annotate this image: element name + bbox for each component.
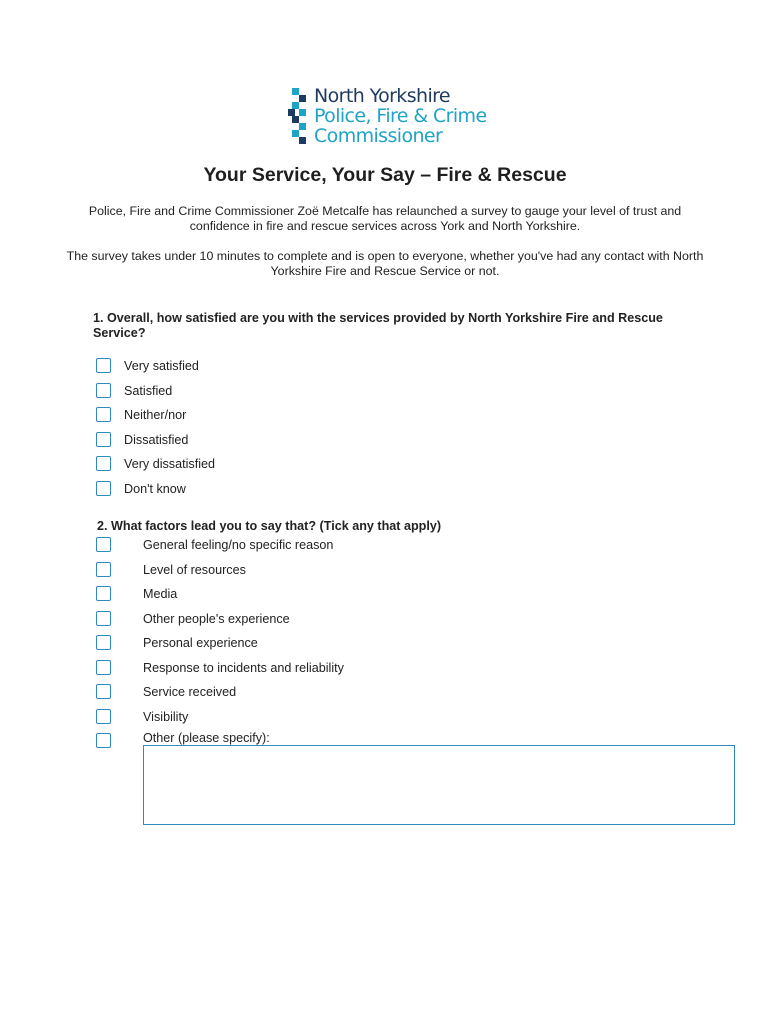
option-label: Service received	[143, 685, 237, 699]
logo-line-2: Police, Fire & Crime	[314, 105, 487, 127]
checkbox[interactable]	[96, 432, 111, 447]
option-label: Other people's experience	[143, 612, 290, 626]
option-label: Level of resources	[143, 563, 246, 577]
intro-paragraph-1: Police, Fire and Crime Commissioner Zoë Metcalfe has relaunched a survey to gauge your level of trust and confidence in fire and rescue services across York and North Yorkshire.	[88, 204, 682, 233]
pfcc-logo	[288, 86, 488, 146]
option-label: Response to incidents and reliability	[143, 661, 344, 675]
checkbox[interactable]	[96, 456, 111, 471]
checkbox[interactable]	[96, 684, 111, 699]
checkbox[interactable]	[96, 733, 111, 748]
intro-paragraph-2: The survey takes under 10 minutes to complete and is open to everyone, whether you've had any contact with North Yorkshire Fire and Rescue Service or not.	[66, 249, 704, 278]
option-label: Personal experience	[143, 636, 258, 650]
logo-line-1: North Yorkshire	[314, 85, 451, 107]
option-label: Very satisfied	[124, 359, 199, 373]
checkbox[interactable]	[96, 611, 111, 626]
option-label: Visibility	[143, 710, 189, 724]
checkbox[interactable]	[96, 586, 111, 601]
option-label: Media	[143, 587, 178, 601]
option-label: Very dissatisfied	[124, 457, 215, 471]
option-label: Satisfied	[124, 384, 173, 398]
option-label: Neither/nor	[124, 408, 187, 422]
option-label: Don't know	[124, 482, 186, 496]
checkbox[interactable]	[96, 537, 111, 552]
checkbox[interactable]	[96, 407, 111, 422]
question-2-title: 2. What factors lead you to say that? (Tick any that apply)	[97, 519, 442, 533]
option-label: Dissatisfied	[124, 433, 189, 447]
checkbox[interactable]	[96, 562, 111, 577]
checkbox[interactable]	[96, 635, 111, 650]
page-title: Your Service, Your Say – Fire & Rescue	[203, 164, 567, 186]
logo-line-3: Commissioner	[314, 125, 443, 147]
logo-checker-icon	[288, 88, 312, 144]
question-1-title: 1. Overall, how satisfied are you with the services provided by North Yorkshire Fire and Rescue Service?	[93, 311, 663, 340]
option-label: General feeling/no specific reason	[143, 538, 334, 552]
checkbox[interactable]	[96, 709, 111, 724]
other-specify-textbox[interactable]	[143, 745, 735, 825]
checkbox[interactable]	[96, 481, 111, 496]
checkbox[interactable]	[96, 358, 111, 373]
option-label: Other (please specify):	[143, 731, 270, 745]
checkbox[interactable]	[96, 660, 111, 675]
checkbox[interactable]	[96, 383, 111, 398]
